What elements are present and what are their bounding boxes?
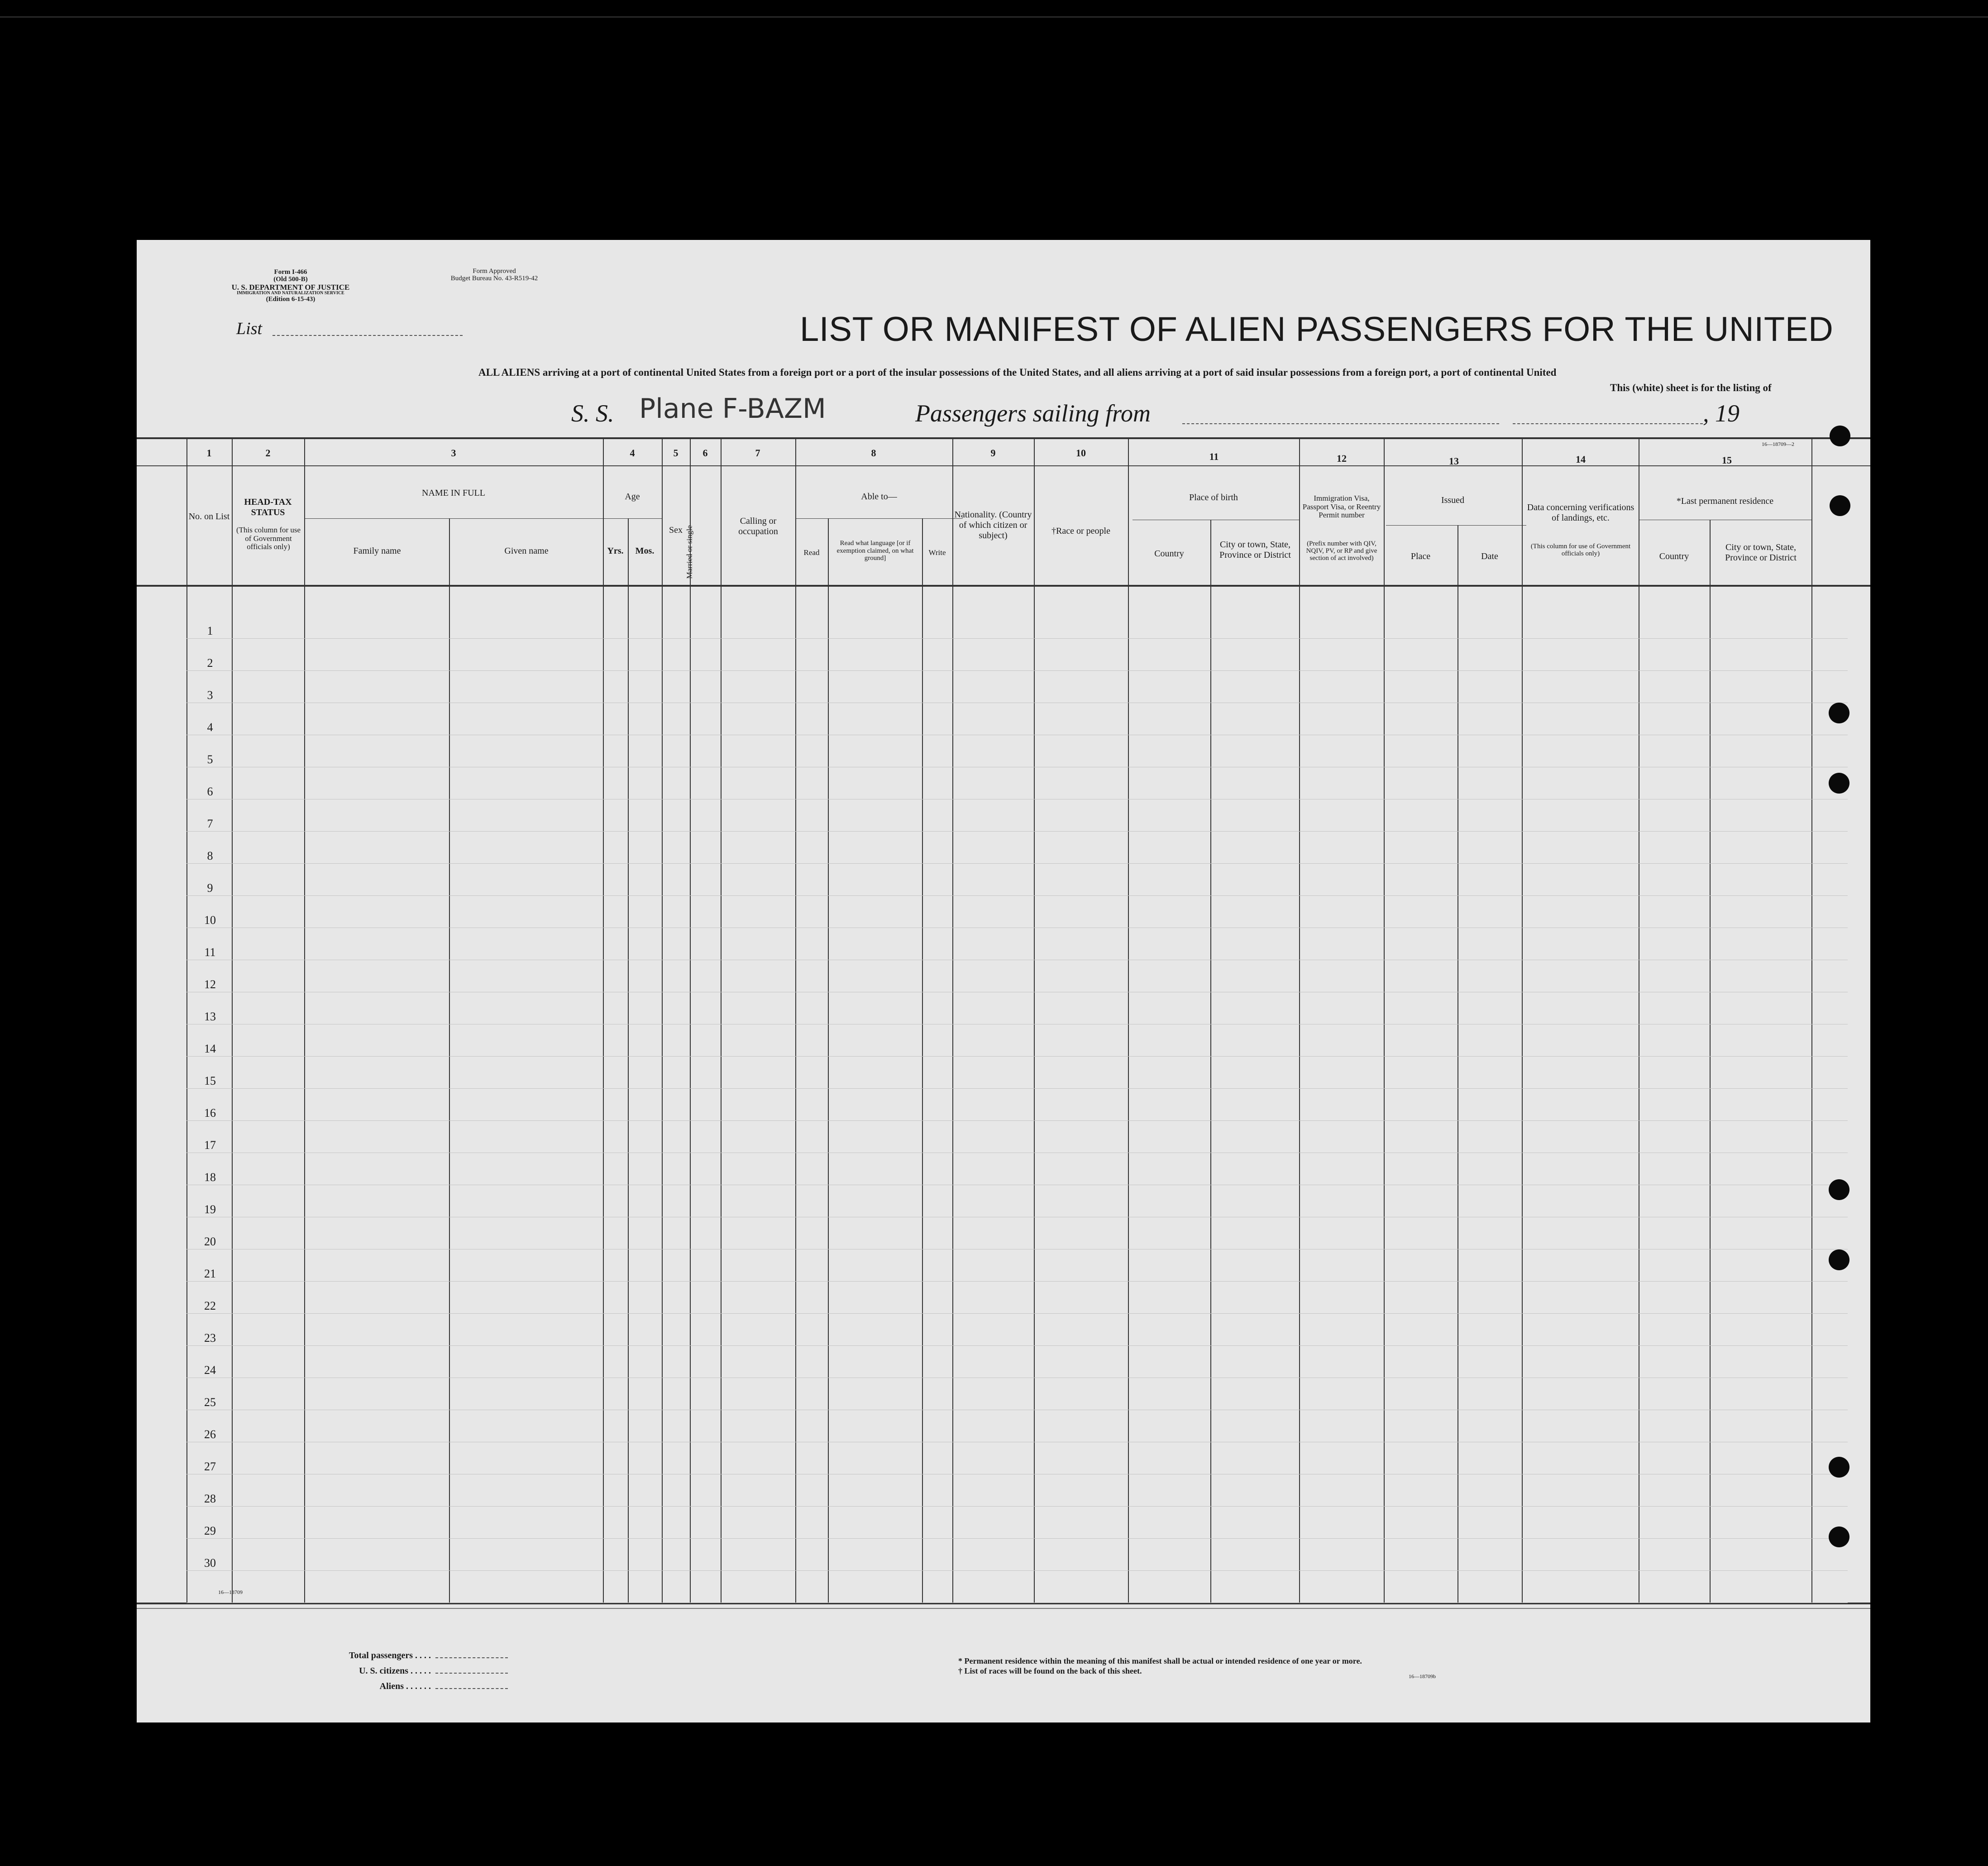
approval-block	[426, 268, 562, 282]
row-number: 7	[207, 817, 213, 830]
punch-hole	[1830, 495, 1850, 516]
row-number: 28	[204, 1492, 216, 1505]
header-calling: Calling or occupation	[738, 516, 778, 536]
aliens-blank	[435, 1688, 508, 1689]
colnum-15: 15	[1722, 455, 1732, 466]
row-number: 5	[207, 753, 213, 766]
col-divider	[1384, 439, 1385, 1603]
row-number: 30	[204, 1556, 216, 1569]
service: IMMIGRATION AND NATURALIZATION SERVICE	[237, 291, 344, 296]
row-number: 10	[204, 914, 216, 927]
header-visa: Immigration Visa, Passport Visa, or Reentry Permit number	[1302, 494, 1381, 520]
colnum-10: 10	[1076, 447, 1086, 459]
totals-block	[295, 1648, 508, 1694]
header-given-name: Given name	[504, 546, 549, 556]
col-divider	[952, 439, 953, 1603]
header-name-in-full: NAME IN FULL	[422, 488, 485, 498]
sailing-from-blank	[1182, 423, 1499, 424]
header-head-tax: HEAD-TAX STATUS	[244, 497, 292, 517]
colnum-14: 14	[1576, 454, 1586, 465]
col-divider	[603, 439, 604, 1603]
footnote-races: † List of races will be found on the back of this sheet.	[958, 1666, 1142, 1675]
form-old-number: (Old 500-B)	[273, 275, 308, 283]
col-divider	[795, 439, 796, 1603]
header-last-residence: *Last permanent residence	[1676, 496, 1774, 506]
table-bottom-rule-2	[137, 1608, 1870, 1609]
header-nationality: Nationality. (Country of which citizen or subject)	[954, 510, 1032, 541]
row-rule	[186, 1570, 1848, 1571]
total-passengers-blank	[435, 1657, 508, 1658]
colnum-4: 4	[630, 447, 635, 459]
row-number: 26	[204, 1428, 216, 1441]
header-place: Place	[1410, 551, 1431, 561]
header-read: Read	[803, 548, 820, 557]
punch-hole	[1829, 703, 1849, 723]
subtitle-line-2: This (white) sheet is for the listing of	[1610, 382, 1772, 393]
row-rule	[186, 895, 1848, 896]
able-subrule	[795, 518, 963, 519]
row-number: 18	[204, 1171, 216, 1184]
name-subrule	[304, 518, 603, 519]
row-number: 11	[204, 946, 216, 959]
header-write: Write	[928, 548, 946, 557]
colnum-3: 3	[451, 447, 456, 459]
colnum-12: 12	[1337, 453, 1347, 464]
row-rule	[186, 1506, 1848, 1507]
manifest-sheet	[137, 240, 1870, 1722]
row-number: 17	[204, 1139, 216, 1152]
department: U. S. DEPARTMENT OF JUSTICE	[231, 282, 350, 292]
col-divider	[1299, 439, 1300, 1603]
col-divider	[922, 518, 923, 1603]
row-number: 2	[207, 656, 213, 670]
header-no-on-list: No. on List	[188, 512, 230, 522]
manifest-title: LIST OR MANIFEST OF ALIEN PASSENGERS FOR THE UNITED	[800, 310, 1834, 349]
print-code-bottom: 16—18709b	[1409, 1673, 1436, 1679]
header-city: City or town, State, Province or District	[1219, 540, 1291, 560]
header-family-name: Family name	[353, 546, 401, 556]
colnum-6: 6	[702, 447, 708, 459]
header-country-15: Country	[1659, 551, 1689, 561]
header-issued: Issued	[1441, 495, 1465, 505]
punch-hole	[1829, 1179, 1849, 1200]
col-divider	[721, 439, 722, 1603]
col-divider	[1710, 520, 1711, 1603]
colnum-11: 11	[1209, 451, 1219, 462]
colnum-2: 2	[265, 447, 271, 459]
row-rule	[186, 831, 1848, 832]
print-code: 16—18709	[218, 1589, 243, 1595]
header-married: Married or single	[685, 525, 694, 579]
colnum-9: 9	[990, 447, 996, 459]
row-rule	[186, 1345, 1848, 1346]
header-data-concerning: Data concerning verifications of landings, etc.	[1527, 502, 1634, 523]
col-divider	[628, 518, 629, 1603]
col-divider	[304, 439, 305, 1603]
row-number: 25	[204, 1396, 216, 1409]
col-divider	[690, 439, 691, 1603]
header-age: Age	[625, 492, 640, 502]
row-number: 8	[207, 849, 213, 862]
ship-name: Plane F-BAZM	[639, 393, 826, 425]
row-number: 9	[207, 881, 213, 895]
age-subrule	[603, 518, 662, 519]
ss-label: S. S.	[571, 400, 614, 427]
us-citizens-blank	[435, 1673, 508, 1674]
row-number: 19	[204, 1203, 216, 1216]
col-divider	[1811, 439, 1812, 1603]
row-number: 6	[207, 785, 213, 798]
punch-hole	[1829, 1526, 1849, 1547]
header-data-note: (This column for use of Government officials only)	[1530, 543, 1631, 557]
punch-hole	[1829, 773, 1849, 794]
subtitle-line-1: ALL ALIENS arriving at a port of continental United States from a foreign port or a port of the insular possessions of the United States, and all aliens arriving at a port of said insular possessions from a foreign port, a port of continental United	[478, 367, 1557, 378]
col-divider	[449, 518, 450, 1603]
row-number: 24	[204, 1364, 216, 1377]
list-label: List	[236, 319, 263, 338]
row-number: 13	[204, 1010, 216, 1023]
colnum-5: 5	[673, 447, 679, 459]
sailing-from-label: Passengers sailing from	[915, 400, 1151, 427]
us-citizens-label: U. S. citizens	[359, 1666, 408, 1676]
row-number: 16	[204, 1106, 216, 1120]
row-number: 14	[204, 1042, 216, 1055]
row-rule	[186, 1313, 1848, 1314]
col-divider	[1034, 439, 1035, 1603]
row-number: 22	[204, 1299, 216, 1312]
row-rule	[186, 1281, 1848, 1282]
header-visa-note: (Prefix number with QIV, NQIV, PV, or RP and give section of act involved)	[1306, 540, 1377, 562]
footnote-residence: * Permanent residence within the meaning of this manifest shall be actual or intended residence of one year or more.	[958, 1656, 1362, 1665]
header-city-15: City or town, State, Province or District	[1725, 542, 1797, 563]
year-label: , 19	[1703, 400, 1740, 427]
row-number: 1	[207, 624, 213, 637]
total-passengers-label: Total passengers	[349, 1651, 413, 1660]
issued-subrule	[1386, 525, 1526, 526]
colnum-rule	[137, 465, 1870, 466]
row-number: 29	[204, 1524, 216, 1537]
colnum-7: 7	[755, 447, 760, 459]
form-approved: Form Approved	[473, 268, 516, 275]
col-divider	[1128, 439, 1129, 1603]
row-rule	[186, 670, 1848, 671]
header-date: Date	[1481, 551, 1498, 561]
row-number: 23	[204, 1331, 216, 1344]
header-place-of-birth: Place of birth	[1189, 493, 1238, 502]
colnum-8: 8	[871, 447, 876, 459]
punch-hole	[1829, 1457, 1849, 1478]
header-sex: Sex	[669, 525, 683, 535]
colnum-1: 1	[206, 447, 212, 459]
col-divider	[1210, 520, 1211, 1603]
scanner-top-edge	[0, 16, 1988, 18]
us-citizens-row: U. S. citizens . . . . .	[295, 1663, 508, 1679]
table-top-rule	[137, 437, 1870, 439]
footnotes	[958, 1656, 1362, 1676]
aliens-label: Aliens	[379, 1681, 404, 1691]
punch-hole	[1830, 426, 1850, 446]
row-number: 20	[204, 1235, 216, 1248]
row-rule	[186, 1088, 1848, 1089]
edition: (Edition 6-15-43)	[266, 295, 315, 303]
row-rule	[186, 638, 1848, 639]
budget-number: Budget Bureau No. 43-R519-42	[450, 274, 538, 282]
row-number: 27	[204, 1460, 216, 1473]
punch-hole	[1829, 1249, 1849, 1270]
row-number: 15	[204, 1074, 216, 1087]
row-rule	[186, 1120, 1848, 1121]
date-blank	[1513, 423, 1703, 424]
list-blank	[272, 335, 463, 336]
header-read-language: Read what language [or if exemption claimed, on what ground]	[836, 540, 914, 562]
col-divider	[828, 518, 829, 1603]
row-rule	[186, 1538, 1848, 1539]
row-rule	[186, 1056, 1848, 1057]
row-number: 4	[207, 721, 213, 734]
colnum-13: 13	[1449, 455, 1459, 467]
header-able-to: Able to—	[861, 492, 897, 502]
row-number: 3	[207, 689, 213, 702]
header-country: Country	[1154, 549, 1184, 559]
header-bottom-rule	[137, 585, 1870, 587]
header-yrs: Yrs.	[607, 546, 624, 556]
form-id-block	[205, 269, 377, 303]
row-number: 21	[204, 1267, 216, 1280]
col-divider	[662, 439, 663, 1603]
header-head-tax-note: (This column for use of Government officials only)	[236, 526, 301, 551]
aliens-row: Aliens . . . . . .	[295, 1679, 508, 1694]
header-race: †Race or people	[1051, 526, 1110, 536]
form-number: Form I-466	[274, 268, 307, 276]
total-passengers-row: Total passengers . . . .	[295, 1648, 508, 1663]
col-divider	[1522, 439, 1523, 1603]
row-rule	[186, 863, 1848, 864]
print-code-right: 16—18709—2	[1762, 441, 1794, 447]
header-mos: Mos.	[635, 546, 655, 556]
row-number: 12	[204, 978, 216, 991]
